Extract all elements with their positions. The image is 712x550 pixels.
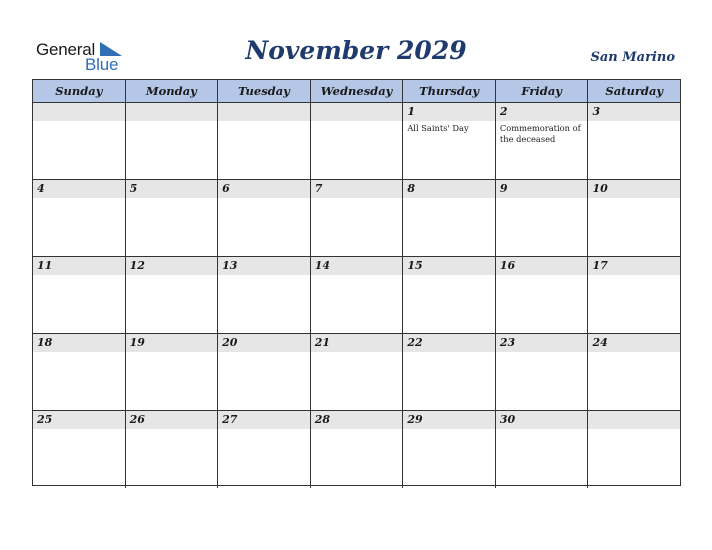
day-number: 11 (37, 259, 53, 272)
day-number-band (33, 103, 125, 121)
day-number: 20 (222, 336, 238, 349)
day-number: 13 (222, 259, 238, 272)
day-cell[interactable] (588, 103, 680, 179)
day-cell[interactable] (126, 411, 219, 488)
calendar-title: November 2029 (245, 36, 467, 65)
day-cell[interactable] (311, 180, 404, 256)
day-number-band (218, 334, 310, 352)
day-cell[interactable] (218, 103, 311, 179)
day-number-band (126, 334, 218, 352)
weeks-container (33, 103, 680, 488)
day-number-band (403, 180, 495, 198)
day-number-band (218, 103, 310, 121)
day-number-band (311, 103, 403, 121)
weekday-saturday: Saturday (605, 84, 664, 98)
day-cell[interactable] (311, 103, 404, 179)
day-number: 15 (407, 259, 423, 272)
day-number-band (588, 180, 680, 198)
day-number-band (218, 180, 310, 198)
day-number-band (126, 257, 218, 275)
day-cell[interactable] (588, 180, 680, 256)
day-number-band (218, 257, 310, 275)
day-number: 22 (407, 336, 423, 349)
day-number: 30 (499, 413, 516, 426)
day-number: 17 (592, 259, 608, 272)
day-number-band (126, 103, 218, 121)
day-cell[interactable] (218, 257, 311, 333)
day-cell[interactable] (588, 334, 680, 410)
day-cell[interactable] (126, 103, 219, 179)
weekday-monday: Monday (126, 80, 219, 102)
day-cell[interactable] (496, 411, 589, 488)
country-label: San Marino (590, 50, 675, 65)
day-cell[interactable] (33, 411, 126, 488)
day-number-band (33, 180, 125, 198)
day-cell[interactable] (403, 411, 496, 488)
month-calendar-grid (32, 79, 681, 486)
day-cell[interactable] (588, 411, 680, 488)
day-number: 23 (499, 336, 516, 349)
day-cell[interactable] (126, 180, 219, 256)
day-number: 14 (314, 259, 331, 272)
day-number: 25 (37, 413, 53, 426)
day-number-band (33, 257, 125, 275)
day-number: 7 (314, 182, 323, 195)
day-cell[interactable] (496, 334, 589, 410)
day-number: 8 (407, 182, 415, 195)
day-number-band (588, 257, 680, 275)
day-number: 2 (499, 105, 508, 118)
day-number: 3 (592, 105, 601, 118)
day-number: 9 (499, 182, 508, 195)
day-number-band (496, 103, 588, 121)
holiday-label: All Saints' Day (407, 123, 469, 133)
week-row (33, 411, 680, 488)
day-cell[interactable] (311, 257, 404, 333)
day-number: 19 (129, 336, 145, 349)
day-number: 12 (129, 259, 145, 272)
weekday-thursday: Thursday (403, 80, 496, 102)
day-number: 5 (129, 182, 138, 195)
day-number: 10 (592, 182, 608, 195)
day-number-band (218, 411, 310, 429)
day-number: 21 (314, 336, 331, 349)
week-row (33, 180, 680, 257)
day-number: 26 (129, 413, 145, 426)
weekday-sunday: Sunday (33, 80, 126, 102)
weekday-friday: Friday (496, 80, 589, 102)
week-row (33, 334, 680, 411)
day-number-band (403, 334, 495, 352)
day-cell[interactable] (218, 411, 311, 488)
day-number-band (588, 411, 680, 429)
day-cell[interactable] (33, 103, 126, 179)
day-cell[interactable] (126, 334, 219, 410)
day-number-band (496, 180, 588, 198)
weekday-header-row (33, 80, 680, 103)
day-number-band (588, 103, 680, 121)
day-cell[interactable] (218, 334, 311, 410)
day-cell[interactable] (496, 103, 589, 179)
day-cell[interactable] (311, 334, 404, 410)
day-number: 27 (222, 413, 238, 426)
day-cell[interactable] (403, 180, 496, 256)
day-number-band (311, 334, 403, 352)
holiday-label: Commemoration of the deceased (499, 123, 581, 144)
day-number: 6 (222, 182, 230, 195)
day-number-band (33, 411, 125, 429)
day-number: 28 (314, 413, 331, 426)
day-number-band (496, 334, 588, 352)
weekday-tuesday: Tuesday (218, 80, 311, 102)
day-number: 4 (37, 182, 45, 195)
day-number: 16 (499, 259, 516, 272)
day-number-band (126, 180, 218, 198)
day-number-band (311, 411, 403, 429)
logo-text-blue: Blue (85, 55, 119, 74)
day-number: 1 (407, 105, 415, 118)
day-cell[interactable] (126, 257, 219, 333)
day-number-band (311, 257, 403, 275)
day-number: 29 (407, 413, 423, 426)
day-cell[interactable] (218, 180, 311, 256)
day-number-band (33, 334, 125, 352)
day-cell[interactable] (588, 257, 680, 333)
weekday-wednesday: Wednesday (311, 80, 404, 102)
day-cell[interactable] (33, 334, 126, 410)
day-cell[interactable] (33, 257, 126, 333)
day-number-band (403, 103, 495, 121)
day-number-band (126, 411, 218, 429)
day-number-band (588, 334, 680, 352)
day-cell[interactable] (403, 257, 496, 333)
week-row (33, 257, 680, 334)
day-number: 24 (592, 336, 608, 349)
day-number-band (496, 257, 588, 275)
day-number-band (403, 411, 495, 429)
day-cell[interactable] (496, 257, 589, 333)
day-number-band (496, 411, 588, 429)
day-cell[interactable] (496, 180, 589, 256)
day-cell[interactable] (33, 180, 126, 256)
day-cell[interactable] (403, 103, 496, 179)
day-cell[interactable] (403, 334, 496, 410)
logo-text-general: General (36, 40, 96, 59)
day-number: 18 (37, 336, 53, 349)
day-cell[interactable] (311, 411, 404, 488)
day-number-band (403, 257, 495, 275)
week-row (33, 103, 680, 180)
day-number-band (311, 180, 403, 198)
